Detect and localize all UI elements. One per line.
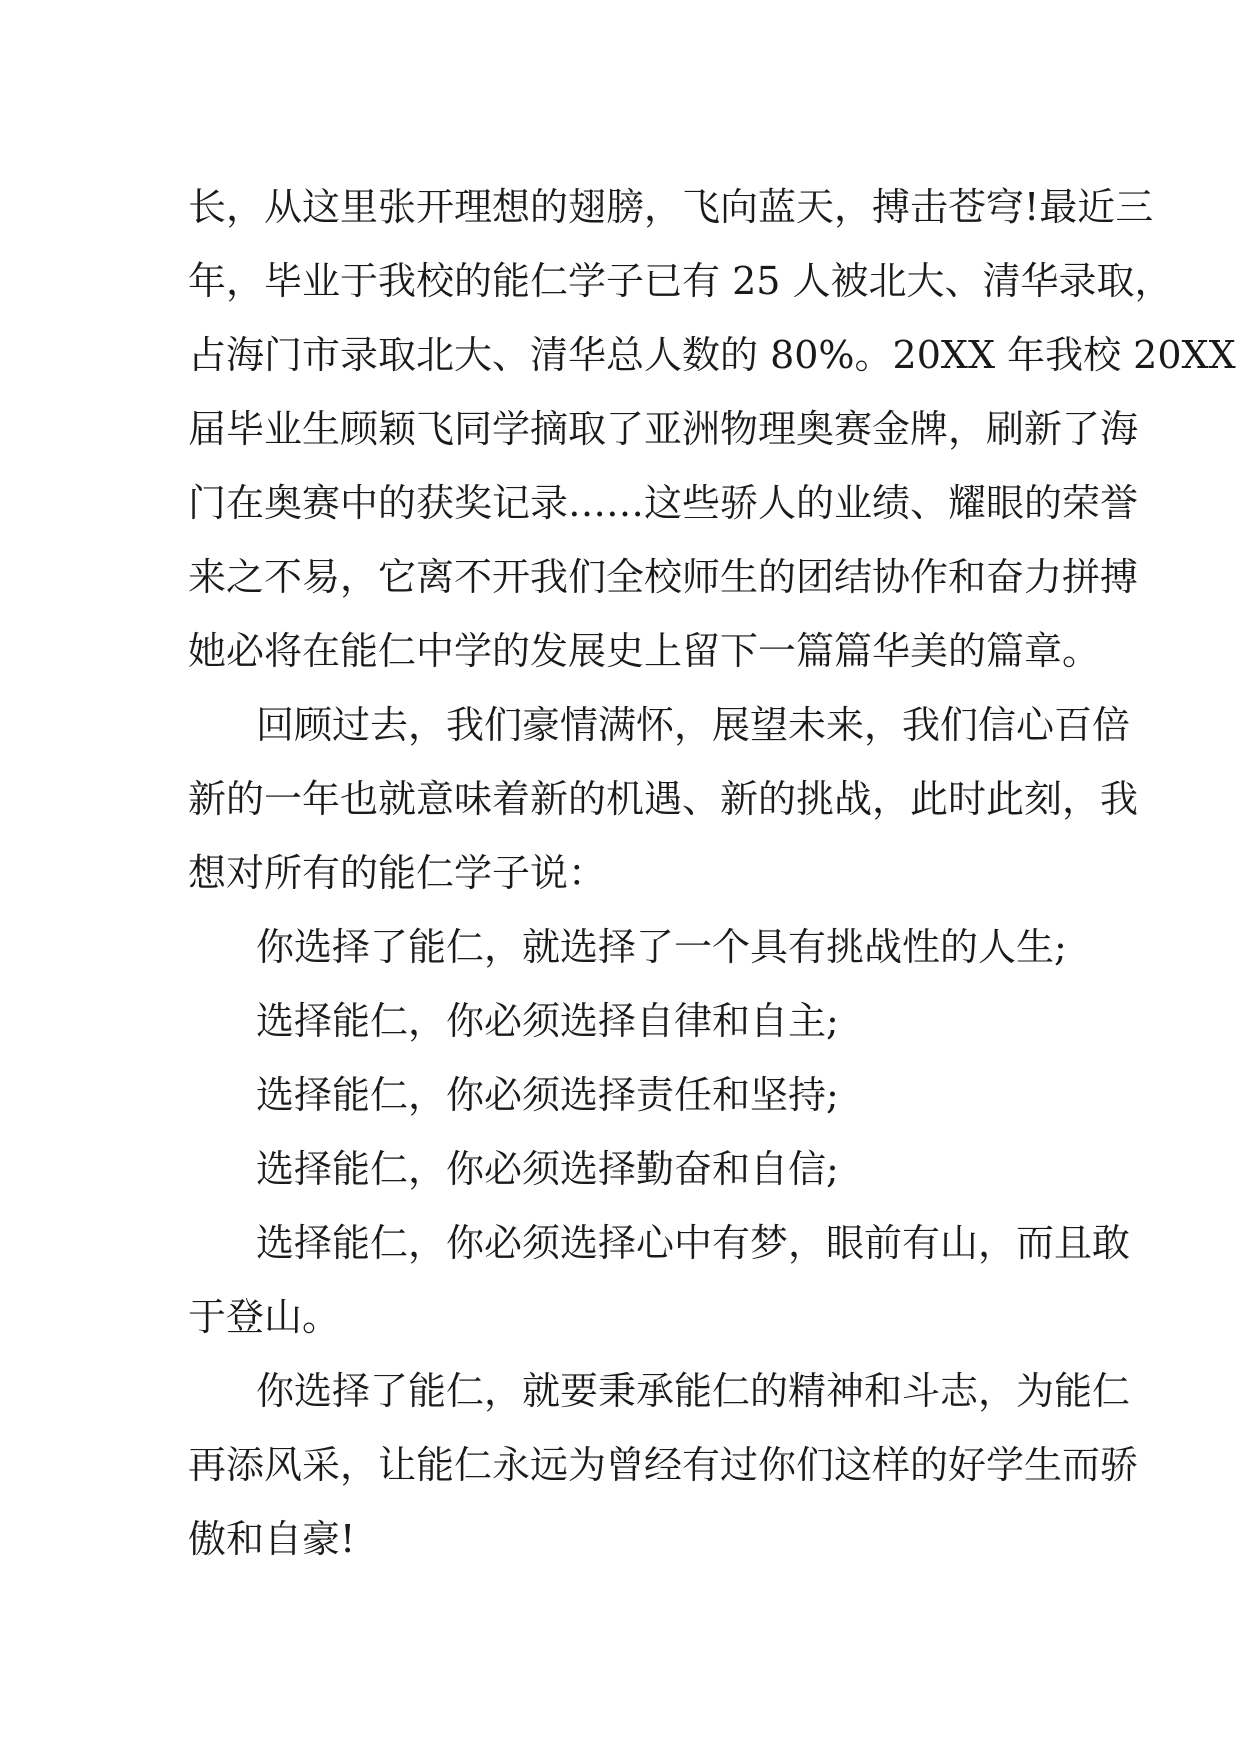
text-line: 选择能仁，你必须选择勤奋和自信; (256, 1147, 839, 1191)
text-line: 选择能仁，你必须选择自律和自主; (256, 999, 839, 1043)
document-body (188, 170, 1236, 1576)
text-line: 傲和自豪! (188, 1517, 356, 1561)
text-line: 长，从这里张开理想的翅膀，飞向蓝天，搏击苍穹!最近三 (188, 185, 1154, 229)
text-line: 新的一年也就意味着新的机遇、新的挑战，此时此刻，我 (188, 777, 1139, 821)
text-line: 回顾过去，我们豪情满怀，展望未来，我们信心百倍 (256, 703, 1131, 747)
text-line: 她必将在能仁中学的发展史上留下一篇篇华美的篇章。 (188, 629, 1101, 673)
text-line: 选择能仁，你必须选择责任和坚持; (256, 1073, 839, 1117)
text-line: 你选择了能仁，就选择了一个具有挑战性的人生; (256, 925, 1067, 969)
text-line: 门在奥赛中的获奖记录……这些骄人的业绩、耀眼的荣誉 (188, 481, 1139, 525)
text-line: 选择能仁，你必须选择心中有梦，眼前有山，而且敢 (256, 1221, 1131, 1265)
text-line: 届毕业生顾颖飞同学摘取了亚洲物理奥赛金牌，刷新了海 (188, 407, 1139, 451)
text-line: 来之不易，它离不开我们全校师生的团结协作和奋力拼搏 (188, 555, 1139, 599)
text-line: 年，毕业于我校的能仁学子已有 25 人被北大、清华录取， (188, 259, 1173, 303)
text-line: 于登山。 (188, 1295, 341, 1339)
text-line: 占海门市录取北大、清华总人数的 80%。20XX 年我校 20XX (188, 333, 1236, 377)
text-line: 你选择了能仁，就要秉承能仁的精神和斗志，为能仁 (256, 1369, 1131, 1413)
text-line: 想对所有的能仁学子说： (188, 851, 607, 895)
text-line: 再添风采，让能仁永远为曾经有过你们这样的好学生而骄 (188, 1443, 1139, 1487)
